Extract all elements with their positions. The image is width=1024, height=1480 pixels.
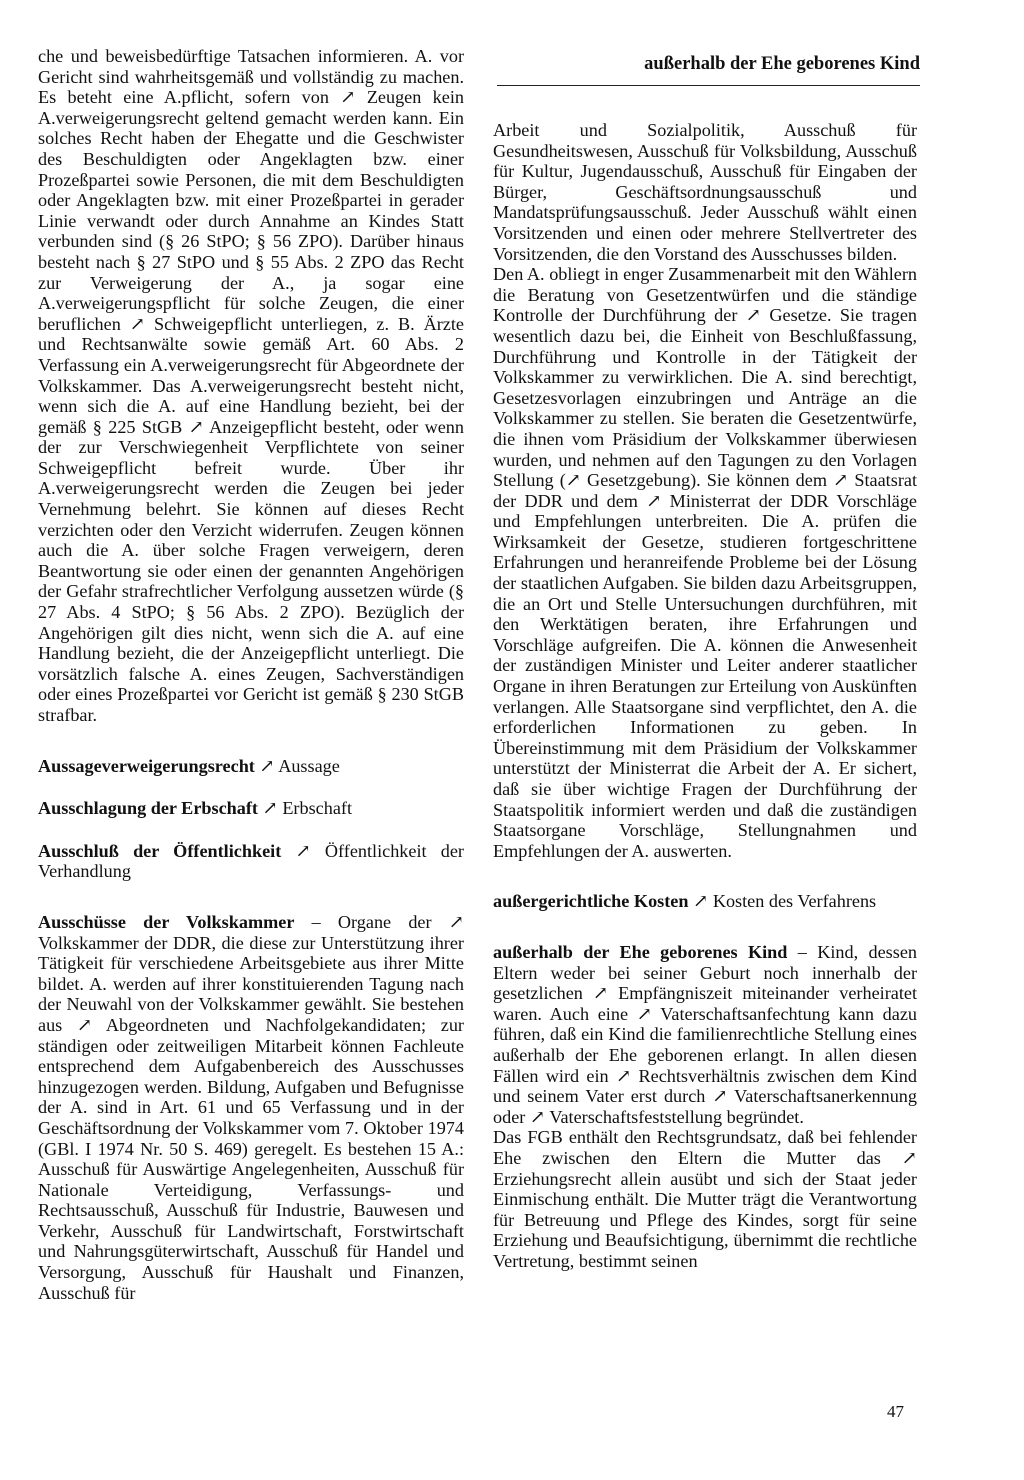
right-column bbox=[493, 120, 917, 1271]
entry-lemma: Ausschlagung der Erbschaft bbox=[38, 798, 258, 819]
entry-reference: ↗ Öffentlichkeit der Verhandlung bbox=[38, 840, 464, 882]
entry-lemma: Ausschüsse der Volkskammer bbox=[38, 911, 295, 932]
header-rule bbox=[497, 85, 920, 86]
running-head: außerhalb der Ehe geborenes Kind bbox=[644, 54, 920, 74]
paragraph: Arbeit und Sozialpolitik, Ausschuß für Gesundheitswesen, Ausschuß für Volksbildung, Ausschuß für Kultur, Jugendausschuß, Ausschuß für Eingaben der Bürger, Geschäftsordnungsausschuß und Mandatsprüfungsausschuß. Jeder Ausschuß wählt einen Vorsitzenden und einen oder mehrere Stellvertreter des Vorsitzenden, die den Vorstand des Ausschusses bilden. bbox=[493, 120, 917, 264]
entry-reference: ↗ Aussage bbox=[254, 755, 340, 776]
entry-ausschlagung-der-erbschaft bbox=[38, 798, 464, 819]
entry-definition: – Organe der ↗ Volkskammer der DDR, die diese zur Unterstützung ihrer Tätigkeit für verschiedene Arbeitsgebiete aus ihrer Mitte bildet. A. werden auf ihrer konstituierenden Tagung nach der Neuwahl von der Volkskammer gewählt. Sie bestehen aus ↗ Abgeordneten und Nachfolgekandidaten; zur ständigen oder zeitweiligen Mitarbeit können Fachleute entsprechend dem Aufgabenbereich des Ausschusses hinzugezogen werden. Bildung, Aufgaben und Befugnisse der A. sind in Art. 61 und 65 Verfassung und in der Geschäftsordnung der Volkskammer vom 7. Oktober 1974 (GBl. I 1974 Nr. 50 S. 469) geregelt. Es bestehen 15 A.: Ausschuß für Auswärtige Angelegenheiten, Ausschuß für Nationale Verteidigung, Verfassungs- und Rechtsausschuß, Ausschuß für Industrie, Bauwesen und Verkehr, Ausschuß für Landwirtschaft, Forstwirtschaft und Nahrungsgüterwirtschaft, Ausschuß für Handel und Versorgung, Ausschuß für Haushalt und Finanzen, Ausschuß für bbox=[38, 911, 464, 1303]
page-number: 47 bbox=[887, 1402, 904, 1421]
paragraph: Den A. obliegt in enger Zusammenarbeit mit den Wählern die Beratung von Gesetzentwürfen und die ständige Kontrolle der Durchführung der ↗ Gesetze. Sie tragen wesentlich dazu bei, die Einheit von Beschlußfassung, Durchführung und Kontrolle in der Tätigkeit der Volkskammer zu verwirklichen. Die A. sind berechtigt, Gesetzesvorlagen einzubringen und Anträge an die Volkskammer zu stellen. Sie beraten die Gesetzentwürfe, die ihnen vom Präsidium der Volkskammer überwiesen wurden, und nehmen auf den Tagungen zu den Vorlagen Stellung (↗ Gesetzgebung). Sie können dem ↗ Staatsrat der DDR und dem ↗ Ministerrat der DDR Vorschläge und Empfehlungen unterbreiten. Die A. prüfen die Wirksamkeit der Gesetze, studieren fortgeschrittene Erfahrungen und heranreifende Probleme bei der Lösung der staatlichen Aufgaben. Sie bilden dazu Arbeitsgruppen, die an Ort und Stelle Untersuchungen durchführen, mit den Werktätigen beraten, ihre Erfahrungen und Vorschläge aufgreifen. Die A. können die Anwesenheit der zuständigen Minister und Leiter anderer staatlicher Organe in ihren Beratungen zur Erteilung von Auskünften verlangen. Alle Staatsorgane sind verpflichtet, den A. die erforderlichen Informationen zu geben. In Übereinstimmung mit dem Präsidium der Volkskammer unterstützt der Ministerrat die Arbeit der A. Er sichert, daß sie über wichtige Fragen der Durchführung der Staatspolitik informiert werden und daß die zuständigen Staatsorgane Vorschläge, Stellungnahmen und Empfehlungen der A. auswerten. bbox=[493, 264, 917, 861]
entry-definition: – Kind, dessen Eltern weder bei seiner Geburt noch innerhalb der gesetzlichen ↗ Empfängniszeit miteinander verheiratet waren. Auch eine ↗ Vaterschaftsanfechtung kann dazu führen, daß ein Kind die familienrechtliche Stellung eines außerhalb der Ehe geborenen erlangt. In allen diesen Fällen wird ein ↗ Rechtsverhältnis zwischen dem Kind und seinem Vater erst durch ↗ Vaterschaftsanerkennung oder ↗ Vaterschaftsfeststellung begründet. bbox=[493, 941, 917, 1127]
entry-lemma: Ausschluß der Öffentlichkeit bbox=[38, 840, 282, 861]
entry-reference: ↗ Kosten des Verfahrens bbox=[688, 891, 877, 912]
paragraph: Das FGB enthält den Rechtsgrundsatz, daß bei fehlender Ehe zwischen den Eltern die Mutter das ↗ Erziehungsrecht allein ausübt und sich der Staat jeder Einmischung enthält. Die Mutter trägt die Verantwortung für Betreuung und Pflege des Kindes, sorgt für seine Erziehung und Beaufsichtigung, übernimmt die rechtliche Vertretung, bestimmt seinen bbox=[493, 1127, 917, 1271]
entry-reference: ↗ Erbschaft bbox=[257, 798, 353, 819]
entry-lemma: Aussageverweigerungsrecht bbox=[38, 755, 255, 776]
entry-ausschuesse-der-volkskammer bbox=[38, 912, 464, 1303]
entry-lemma: außergerichtliche Kosten bbox=[493, 891, 689, 912]
entry-lemma: außerhalb der Ehe geborenes Kind bbox=[493, 941, 788, 962]
entry-aussergerichtliche-kosten bbox=[493, 891, 917, 912]
entry-ausserhalb-der-ehe-geborenes-kind bbox=[493, 942, 917, 1127]
continued-paragraph: che und beweisbedürftige Tatsachen informieren. A. vor Gericht sind wahrheitsgemäß und vollständig zu machen. Es beteht eine A.pflicht, sofern von ↗ Zeugen kein A.verweigerungsrecht geltend gemacht werden kann. Ein solches Recht haben der Ehegatte und die Geschwister des Beschuldigten oder Angeklagten bzw. einer Prozeßpartei sowie Personen, die mit dem Beschuldigten oder Angeklagten bzw. mit einer Prozeßpartei in gerader Linie verwandt oder durch Annahme an Kindes Statt verbunden sind (§ 26 StPO; § 56 ZPO). Darüber hinaus besteht nach § 27 StPO und § 55 Abs. 2 ZPO das Recht zur Verweigerung der A., ja sogar eine A.verweigerungspflicht für solche Zeugen, die einer beruflichen ↗ Schweigepflicht unterliegen, z. B. Ärzte und Rechtsanwälte sowie gemäß Art. 60 Abs. 2 Verfassung ein A.verweigerungsrecht für Abgeordnete der Volkskammer. Das A.verweigerungsrecht besteht nicht, wenn sich die A. auf eine Handlung bezieht, bei der gemäß § 225 StGB ↗ Anzeigepflicht besteht, oder wenn der zur Verschwiegenheit Verpflichtete von seiner Schweigepflicht befreit wurde. Über ihr A.verweigerungsrecht werden die Zeugen bei jeder Vernehmung belehrt. Sie können auf dieses Recht verzichten oder den Verzicht widerrufen. Zeugen können auch die A. über solche Fragen verweigern, deren Beantwortung sie oder einen der genannten Angehörigen der Gefahr strafrechtlicher Verfolgung aussetzen würde (§ 27 Abs. 4 StPO; § 56 Abs. 2 ZPO). Bezüglich der Angehörigen gilt dies nicht, wenn sich die A. auf eine Handlung bezieht, die der Anzeigepflicht unterliegt. Die vorsätzlich falsche A. eines Zeugen, Sachverständigen oder eines Prozeßpartei vor Gericht ist gemäß § 230 StGB strafbar. bbox=[38, 46, 464, 725]
entry-ausschluss-der-oeffentlichkeit bbox=[38, 841, 464, 882]
left-column bbox=[38, 46, 464, 1303]
entry-aussageverweigerungsrecht bbox=[38, 756, 464, 777]
